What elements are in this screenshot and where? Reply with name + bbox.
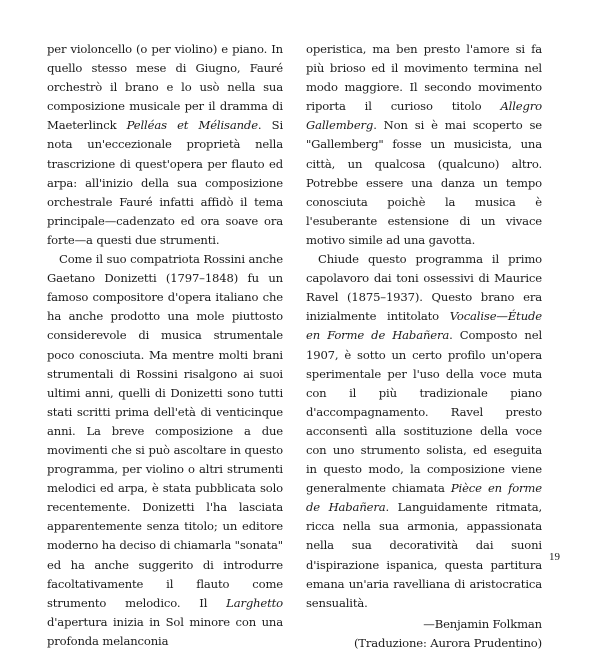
paragraph-ravel: Chiude questo programma il primo capolavoro dai toni ossessivi di Maurice Ravel (1875–1937). Questo brano era inizialmente intitolato Vocalise—Étude en Forme de Habañera. Composto nel 1907, è sotto un certo profilo un'opera sperimentale per l'uso della voce muta con il più tradizionale piano d'accompagnamento. Ravel presto acconsentì alla sostituzione della voce con uno strumento solista, ed eseguita in questo modo, la composizione viene generalmente chiamata Pièce en forme de Habañera. Languidamente ritmata, ricca nella sua armonia, appassionata nella sua decoratività dai suoni d'ispirazione ispanica, questa partitura emana un'aria ravelliana di aristocratica sensualità.: [306, 252, 542, 610]
italic-title: Pièce en forme de Habañera: [306, 481, 542, 515]
page-number: 19: [549, 551, 560, 563]
paragraph-faure: per violoncello (o per violino) e piano. In quello stesso mese di Giugno, Fauré orchestrò il brano e lo usò nella sua composizione musicale per il dramma di Maeterlinck Pelléas et Mélisande. Si nota un'eccezionale proprietà nella trascrizione di quest'opera per flauto ed arpa: all'inizio della sua composizione orchestrale Fauré infatti affidò il tema principale—cadenzato ed ora soave ora forte—a questi due strumenti.: [47, 42, 284, 247]
author-credit: —Benjamin Folkman: [423, 616, 542, 631]
left-column: [47, 40, 283, 651]
paragraph-gallemberg: operistica, ma ben presto l'amore si fa più brioso ed il movimento termina nel modo maggiore. Il secondo movimento riporta il curioso titolo Allegro Gallemberg. Non si è mai scoperto se "Gallemberg" fosse un musicista, una città, un qualcosa (qualcuno) altro. Potrebbe essere una danza un tempo conosciuta poichè la musica è l'esuberante estensione di un vivace motivo simile ad una gavotta.: [306, 42, 542, 247]
italic-title: Pelléas et Mélisande: [126, 118, 258, 133]
italic-title: Allegro Gallemberg: [306, 99, 542, 133]
translator-credit: (Traduzione: Aurora Prudentino): [353, 635, 542, 650]
paragraph-donizetti: Come il suo compatriota Rossini anche Gaetano Donizetti (1797–1848) fu un famoso compositore d'opera italiano che ha anche prodotto una mole piuttosto considerevole di musica strumentale poco conosciuta. Ma mentre molti brani strumentali di Rossini risalgono ai suoi ultimi anni, quelli di Donizetti sono tutti stati scritti prima dell'età di venticinque anni. La breve composizione a due movimenti che si può ascoltare in questo programma, per violino o altri strumenti melodici ed arpa, è stata pubblicata solo recentemente. Donizetti l'ha lasciata apparentemente senza titolo; un editore moderno ha deciso di chiamarla "sonata" ed ha anche suggerito di introdurre facoltativamente il flauto come strumento melodico. Il Larghetto d'apertura inizia in Sol minore con una profonda melanconia: [47, 252, 283, 648]
italic-title: Larghetto: [226, 595, 283, 610]
signature-block: [306, 615, 542, 653]
italic-title: Vocalise—Étude en Forme de Habañera: [306, 309, 542, 343]
right-column: [306, 40, 542, 653]
